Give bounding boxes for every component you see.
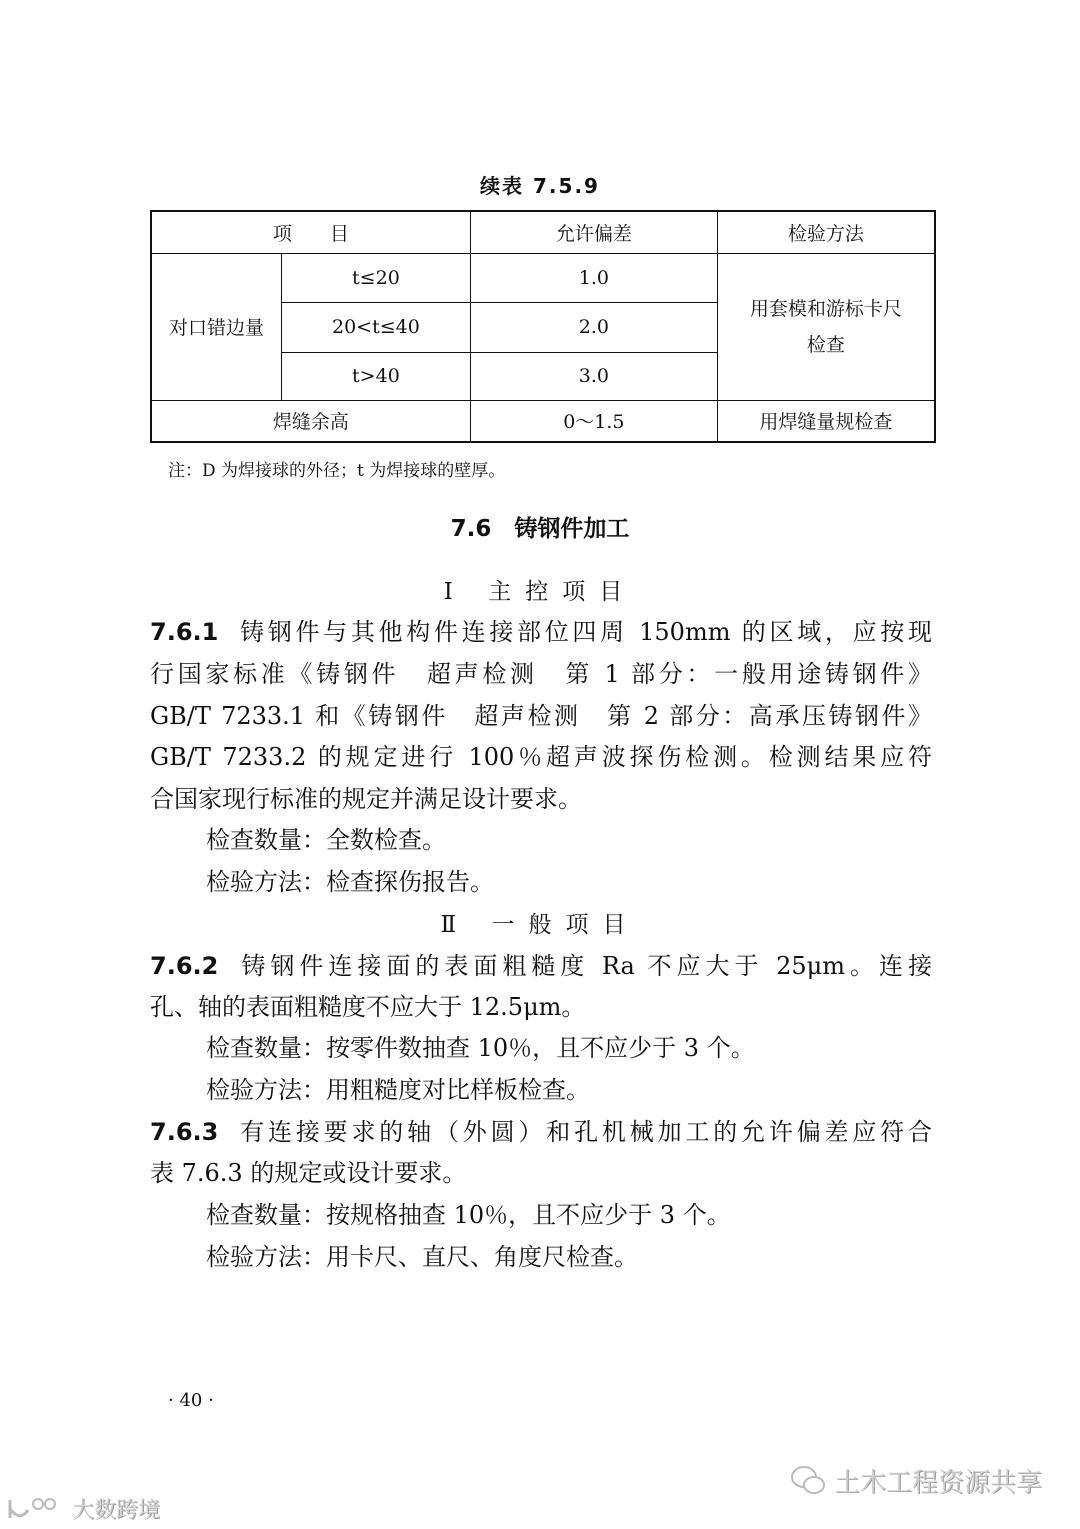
group-method: 用套模和游标卡尺检查	[717, 253, 935, 400]
watermark-right	[790, 1462, 1042, 1499]
group-label: 对口错边量	[151, 253, 282, 400]
clause-number: 7.6.2	[150, 952, 219, 980]
clause-number: 7.6.3	[150, 1118, 219, 1146]
table-row	[151, 400, 935, 442]
clause-number: 7.6.1	[150, 618, 219, 646]
condition-cell: t>40	[282, 352, 471, 400]
clause-line: 行国家标准《铸钢件 超声检测 第 1 部分：一般用途铸钢件》	[150, 660, 932, 688]
clause-text: 有连接要求的轴（外圆）和孔机械加工的允许偏差应符合	[236, 1118, 932, 1146]
clause-line	[150, 946, 932, 988]
header-item: 项 目	[151, 211, 470, 253]
tolerance-table	[150, 210, 936, 443]
watermark-right-text: 土木工程资源共享	[834, 1468, 1043, 1498]
watermark-left-text: 大数跨境	[72, 1498, 161, 1523]
subsection-general-items: Ⅱ 一般项目	[440, 912, 640, 938]
clause-line: 表 7.6.3 的规定或设计要求。	[150, 1159, 467, 1187]
check-method: 检验方法：检查探伤报告。	[206, 868, 494, 896]
subsection-main-items: Ⅰ 主控项目	[443, 579, 637, 605]
tolerance-cell: 2.0	[470, 302, 717, 352]
condition-cell: 20<t≤40	[282, 302, 471, 352]
clause-line: GB/T 7233.2 的规定进行 100％超声波探伤检测。检测结果应符	[150, 743, 932, 771]
clause-line: 合国家现行标准的规定并满足设计要求。	[150, 785, 582, 813]
page-number: · 40 ·	[168, 1390, 214, 1411]
section-title: 7.6 铸钢件加工	[450, 516, 630, 542]
clause-line	[150, 612, 932, 654]
tolerance-cell: 1.0	[470, 253, 717, 302]
clause-line	[150, 1112, 932, 1154]
method-cell: 用焊缝量规检查	[717, 400, 935, 442]
table-caption: 续表 7.5.9	[480, 174, 600, 198]
clause-line: 孔、轴的表面粗糙度不应大于 12.5μm。	[150, 993, 586, 1021]
tolerance-cell: 0～1.5	[470, 400, 717, 442]
check-quantity: 检查数量：按规格抽查 10％，且不应少于 3 个。	[206, 1201, 731, 1229]
check-quantity: 检查数量：按零件数抽查 10％，且不应少于 3 个。	[206, 1034, 755, 1062]
table-header-row	[151, 211, 935, 253]
header-method: 检验方法	[717, 211, 935, 253]
header-tolerance: 允许偏差	[470, 211, 717, 253]
table-note: 注：D 为焊接球的外径；t 为焊接球的壁厚。	[168, 461, 506, 481]
check-method: 检验方法：用卡尺、直尺、角度尺检查。	[206, 1243, 638, 1271]
check-quantity: 检查数量：全数检查。	[206, 826, 446, 854]
item-cell: 焊缝余高	[151, 400, 470, 442]
tolerance-cell: 3.0	[470, 352, 717, 400]
check-method: 检验方法：用粗糙度对比样板检查。	[206, 1076, 590, 1104]
clause-line: GB/T 7233.1 和《铸钢件 超声检测 第 2 部分：高承压铸钢件》	[150, 702, 932, 730]
condition-cell: t≤20	[282, 253, 471, 302]
clause-text: 铸钢件连接面的表面粗糙度 Ra 不应大于 25μm。连接	[236, 952, 932, 980]
clause-text: 铸钢件与其他构件连接部位四周 150mm 的区域，应按现	[236, 618, 932, 646]
wechat-icon	[790, 1464, 826, 1498]
table-row	[151, 253, 935, 302]
watermark-left	[6, 1493, 160, 1524]
logo-icon	[6, 1496, 66, 1522]
